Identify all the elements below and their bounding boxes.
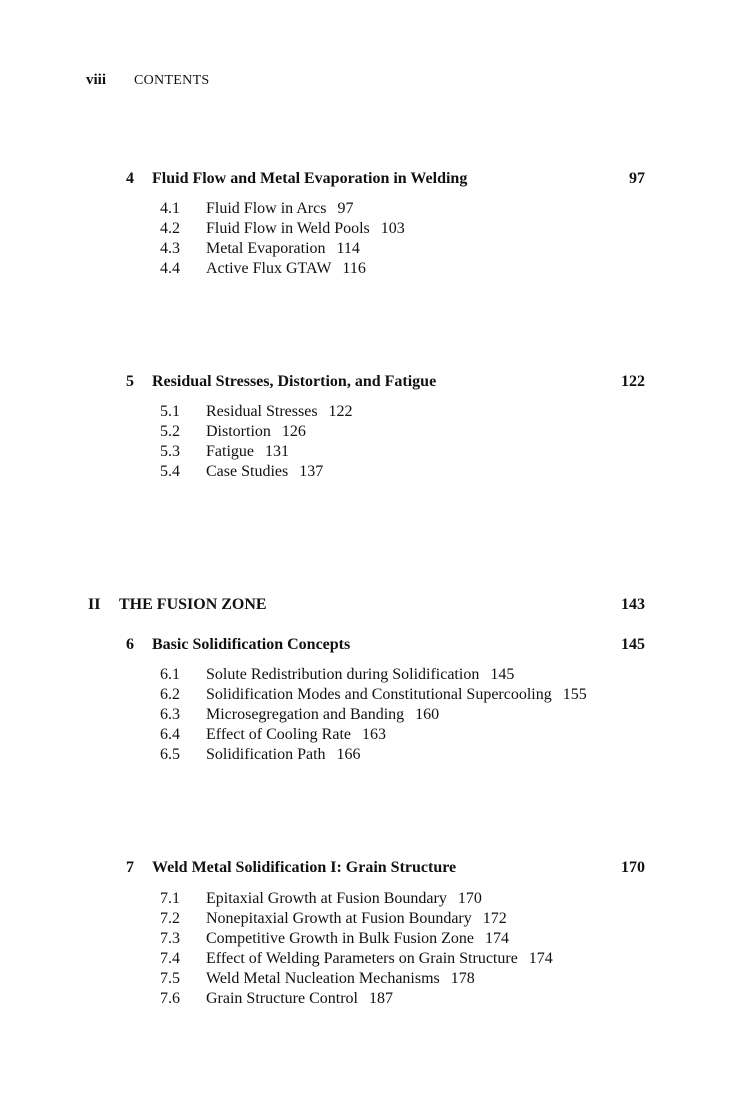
section-page: 126 <box>281 423 306 440</box>
section-entry <box>160 239 360 259</box>
section-page: 187 <box>368 990 393 1007</box>
section-number: 4.3 <box>160 240 180 257</box>
chapter-page: 145 <box>621 636 645 653</box>
section-entry <box>160 685 587 705</box>
section-entry <box>160 909 507 929</box>
section-page: 170 <box>457 890 482 907</box>
section-entry <box>160 422 306 442</box>
section-title: Solute Redistribution during Solidification <box>206 666 480 683</box>
section-entry <box>160 889 482 909</box>
chapter-heading <box>126 170 645 192</box>
chapter-heading <box>126 636 645 658</box>
section-title: Fluid Flow in Weld Pools <box>206 220 370 237</box>
section-page: 174 <box>485 930 509 947</box>
section-title: Effect of Cooling Rate <box>206 726 351 743</box>
section-page: 97 <box>337 200 354 217</box>
section-page: 178 <box>450 970 475 987</box>
part-page: 143 <box>621 596 645 613</box>
section-number: 4.2 <box>160 220 180 237</box>
section-entry <box>160 705 439 725</box>
section-title: Weld Metal Nucleation Mechanisms <box>206 970 440 987</box>
section-page: 114 <box>336 240 360 257</box>
chapter-page: 122 <box>621 373 645 390</box>
part-heading <box>88 596 645 618</box>
section-entry <box>160 199 353 219</box>
section-entry <box>160 462 323 482</box>
section-page: 160 <box>415 706 440 723</box>
section-number: 7.2 <box>160 910 180 927</box>
section-title: Case Studies <box>206 463 289 480</box>
section-number: 5.3 <box>160 443 180 460</box>
section-page: 131 <box>265 443 289 460</box>
section-title: Solidification Path <box>206 746 326 763</box>
section-entry <box>160 442 289 462</box>
section-entry <box>160 949 553 969</box>
section-entry <box>160 969 475 989</box>
section-title: Solidification Modes and Constitutional Supercooling <box>206 686 552 703</box>
section-title: Grain Structure Control <box>206 990 358 1007</box>
section-title: Fatigue <box>206 443 254 460</box>
section-title: Residual Stresses <box>206 403 318 420</box>
chapter-heading <box>126 859 645 881</box>
section-number: 7.3 <box>160 930 180 947</box>
section-title: Microsegregation and Banding <box>206 706 405 723</box>
section-number: 6.2 <box>160 686 180 703</box>
section-title: Nonepitaxial Growth at Fusion Boundary <box>206 910 472 927</box>
section-title: Epitaxial Growth at Fusion Boundary <box>206 890 447 907</box>
chapter-title: Residual Stresses, Distortion, and Fatigue <box>152 373 437 390</box>
section-title: Competitive Growth in Bulk Fusion Zone <box>206 930 474 947</box>
section-number: 7.1 <box>160 890 180 907</box>
section-page: 163 <box>362 726 386 743</box>
section-page: 172 <box>482 910 507 927</box>
section-number: 6.4 <box>160 726 180 743</box>
section-number: 6.1 <box>160 666 180 683</box>
chapter-title: Fluid Flow and Metal Evaporation in Welding <box>152 170 468 187</box>
section-page: 166 <box>336 746 361 763</box>
section-page: 137 <box>299 463 324 480</box>
section-number: 7.5 <box>160 970 180 987</box>
chapter-heading <box>126 373 645 395</box>
section-title: Effect of Welding Parameters on Grain Structure <box>206 950 518 967</box>
section-page: 155 <box>562 686 587 703</box>
section-number: 5.1 <box>160 403 180 420</box>
section-entry <box>160 402 353 422</box>
section-number: 7.6 <box>160 990 180 1007</box>
running-head-title: CONTENTS <box>134 73 210 88</box>
section-title: Active Flux GTAW <box>206 260 332 277</box>
section-page: 174 <box>528 950 553 967</box>
section-number: 4.4 <box>160 260 180 277</box>
section-entry <box>160 929 509 949</box>
section-title: Metal Evaporation <box>206 240 326 257</box>
section-number: 5.4 <box>160 463 180 480</box>
chapter-number: 6 <box>126 636 134 653</box>
section-number: 5.2 <box>160 423 180 440</box>
part-title: THE FUSION ZONE <box>119 596 267 613</box>
chapter-title: Weld Metal Solidification I: Grain Structure <box>152 859 457 876</box>
section-page: 145 <box>490 666 515 683</box>
section-entry <box>160 989 393 1009</box>
chapter-number: 4 <box>126 170 134 187</box>
chapter-title: Basic Solidification Concepts <box>152 636 351 653</box>
part-number: II <box>88 596 101 613</box>
section-number: 4.1 <box>160 200 180 217</box>
section-entry <box>160 725 386 745</box>
section-entry <box>160 665 514 685</box>
section-entry <box>160 745 361 765</box>
running-head-page-number: viii <box>86 72 107 88</box>
section-number: 7.4 <box>160 950 180 967</box>
section-page: 103 <box>380 220 405 237</box>
section-page: 122 <box>328 403 353 420</box>
section-entry <box>160 219 405 239</box>
section-page: 116 <box>342 260 366 277</box>
chapter-number: 7 <box>126 859 134 876</box>
section-number: 6.5 <box>160 746 180 763</box>
chapter-page: 97 <box>629 170 645 187</box>
section-title: Distortion <box>206 423 271 440</box>
section-number: 6.3 <box>160 706 180 723</box>
section-title: Fluid Flow in Arcs <box>206 200 327 217</box>
chapter-number: 5 <box>126 373 134 390</box>
chapter-page: 170 <box>621 859 645 876</box>
section-entry <box>160 259 366 279</box>
